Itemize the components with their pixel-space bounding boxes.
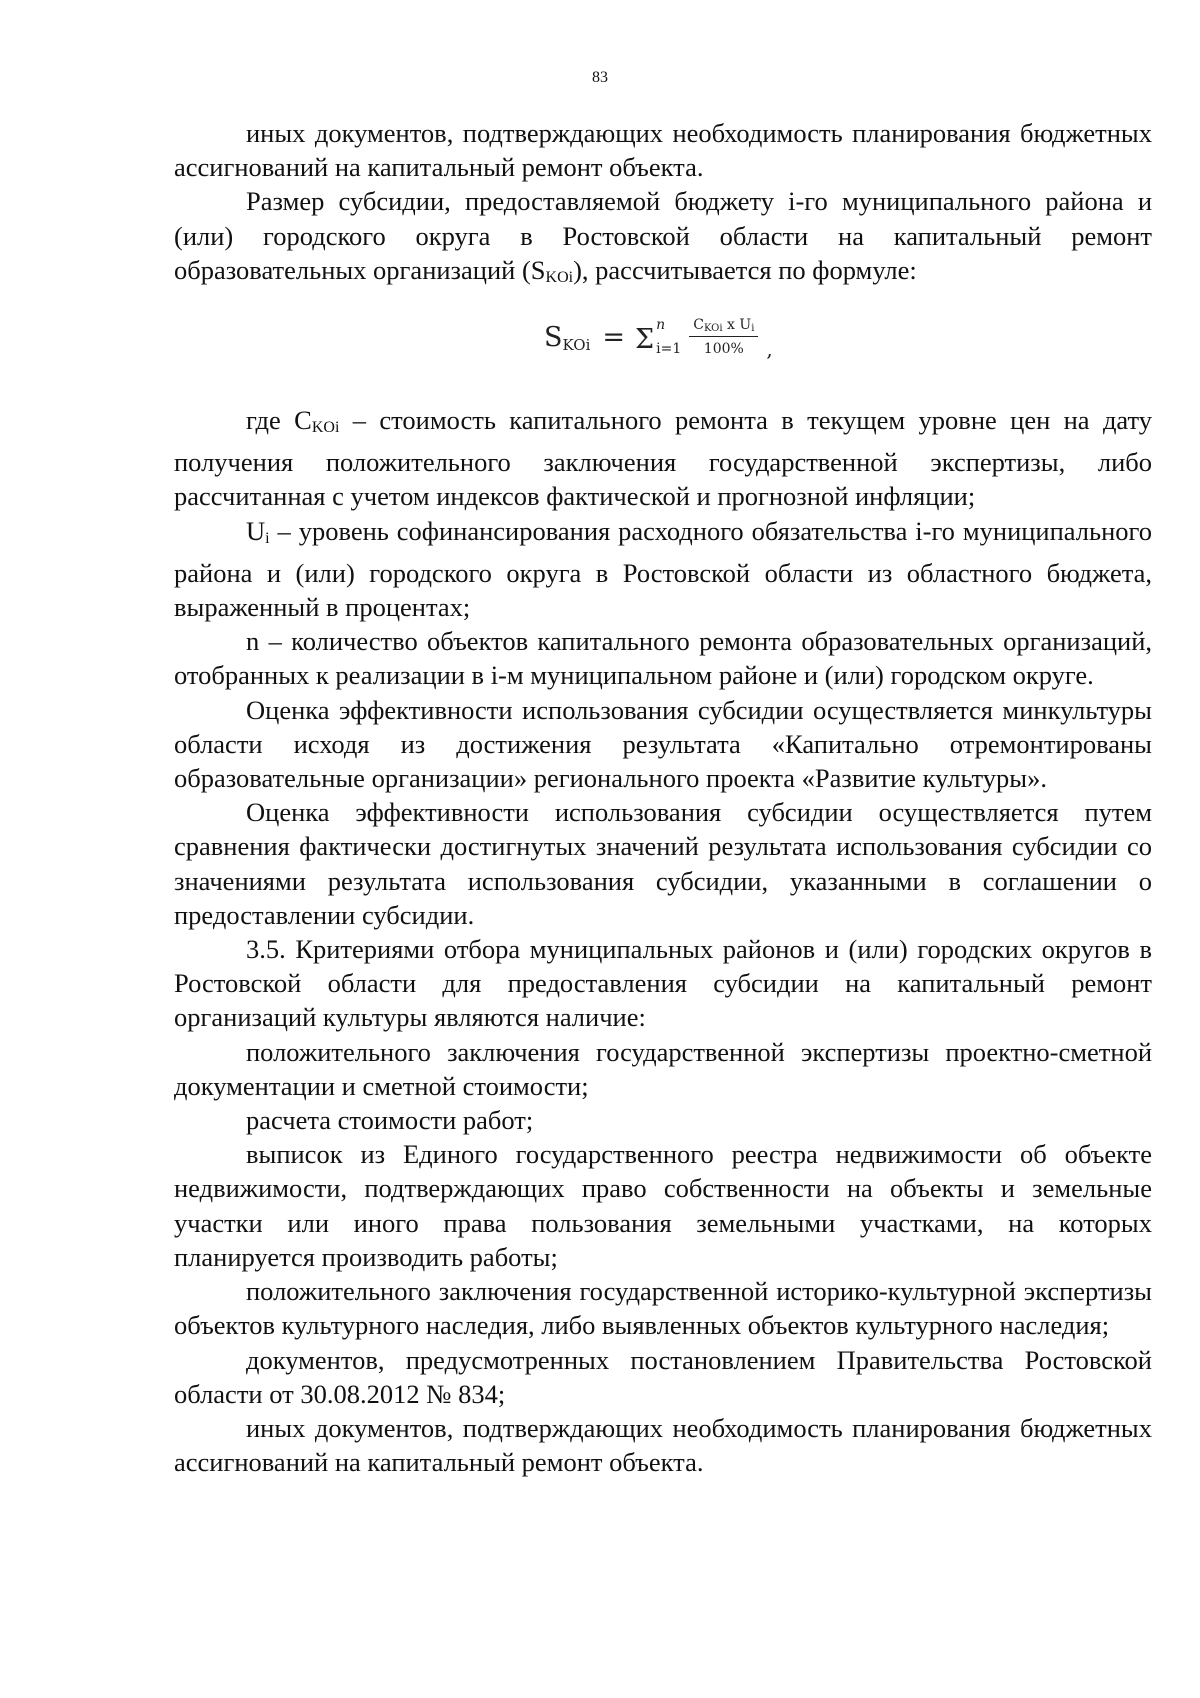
list-item-expertise: положительного заключения государственной экспертизы проектно-сметной документации и сметной стоимости; bbox=[174, 1036, 1152, 1101]
formula-fraction bbox=[689, 317, 758, 357]
formula-equals: = bbox=[602, 321, 626, 353]
formula-comma: , bbox=[766, 337, 773, 362]
paragraph-continuation: иных документов, подтверждающих необходимость планирования бюджетных ассигнований на капитальный ремонт объекта. bbox=[174, 118, 1152, 183]
definition-n: n – количество объектов капитального ремонта образовательных организаций, отобранных к реализации в i-м муниципальном районе и (или) городском округе. bbox=[174, 626, 1152, 691]
formula-block bbox=[174, 295, 1152, 403]
paragraph-selection-criteria: 3.5. Критериями отбора муниципальных районов и (или) городских округов в Ростовской области для предоставления субсидии на капитальный ремонт организаций культуры являются наличие: bbox=[174, 934, 1152, 1033]
definition-ckoi: где CKOi – стоимость капитального ремонта в текущем уровне цен на дату получения положительного заключения государственной экспертизы, либо рассчитанная с учетом индексов фактической и прогнозной инфляции; bbox=[174, 405, 1152, 512]
formula-lhs-symbol: S bbox=[544, 321, 563, 353]
formula-lhs-subscript: KOi bbox=[562, 336, 591, 355]
list-item-government-documents: документов, предусмотренных постановлением Правительства Ростовской области от 30.08.2012 № 834; bbox=[174, 1344, 1152, 1409]
list-item-registry-extracts: выписок из Единого государственного реестра недвижимости об объекте недвижимости, подтверждающих право собственности на объекты и земельные участки или иного права пользования земельными участками, на которых планируется производить работы; bbox=[174, 1139, 1152, 1272]
formula-denominator: 100% bbox=[703, 341, 744, 358]
document-body bbox=[174, 116, 1152, 1479]
page-number: 83 bbox=[592, 69, 608, 86]
formula-sum-limits bbox=[656, 317, 682, 358]
formula-lower-limit: i=1 bbox=[656, 341, 682, 358]
paragraph-efficiency-method: Оценка эффективности использования субсидии осуществляется путем сравнения фактически достигнутых значений результата использования субсидии со значениями результата использования субсидии, указанными в соглашении о предоставлении субсидии. bbox=[174, 797, 1152, 930]
formula-numerator: CKOi x Ui bbox=[689, 317, 758, 337]
definition-ui: Ui – уровень софинансирования расходного обязательства i-го муниципального района и (или) городского округа в Ростовской области из областного бюджета, выраженный в процентах; bbox=[174, 515, 1152, 623]
formula-upper-limit: n bbox=[656, 317, 666, 334]
list-item-other-documents: иных документов, подтверждающих необходимость планирования бюджетных ассигнований на капитальный ремонт объекта. bbox=[174, 1412, 1152, 1478]
formula-sum-sign: Σ bbox=[635, 323, 655, 355]
list-item-cost-calculation: расчета стоимости работ; bbox=[246, 1105, 534, 1136]
paragraph-efficiency-assessment: Оценка эффективности использования субсидии осуществляется минкультуры области исходя из достижения результата «Капитально отремонтированы образовательные организации» регионального проекта «Развитие культуры». bbox=[174, 694, 1152, 794]
subsidy-formula bbox=[544, 317, 773, 362]
list-item-cultural-expertise: положительного заключения государственной историко-культурной экспертизы объектов культурного наследия, либо выявленных объектов культурного наследия; bbox=[174, 1276, 1152, 1341]
paragraph-subsidy-size: Размер субсидии, предоставляемой бюджету i-го муниципального района и (или) городского округа в Ростовской области на капитальный ремонт образовательных организаций (SKOi), рассчитывается по формуле: bbox=[174, 186, 1152, 286]
